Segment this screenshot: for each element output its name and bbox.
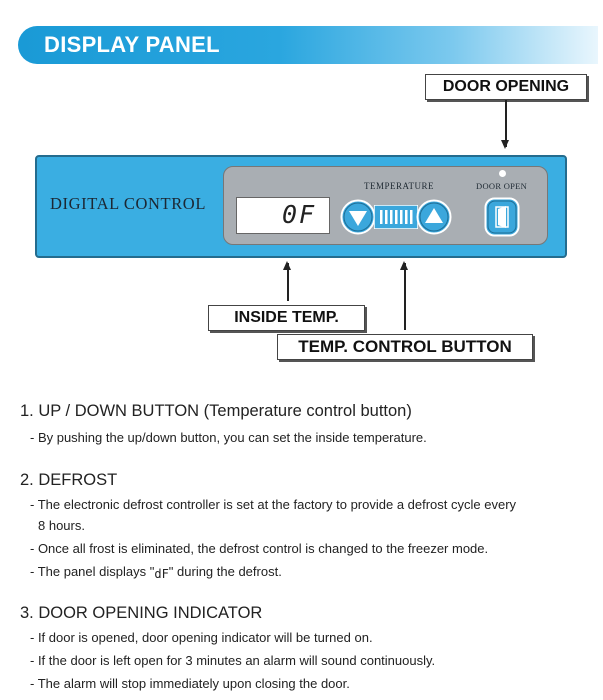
digital-control-label: DIGITAL CONTROL <box>50 194 207 213</box>
section-bullet: - The alarm will stop immediately upon closing the door. <box>30 676 350 691</box>
dF-display-code: dF <box>154 567 169 581</box>
down-arrow-icon <box>340 199 376 235</box>
temperature-label: TEMPERATURE <box>364 181 435 191</box>
temp-up-button[interactable] <box>416 199 452 235</box>
door-open-label: DOOR OPEN <box>476 181 528 191</box>
page-title: DISPLAY PANEL <box>44 32 220 57</box>
section-title: 1. UP / DOWN BUTTON (Temperature control button) <box>20 402 412 420</box>
temperature-display-value: 0F <box>282 200 317 229</box>
temp-control-arrow <box>404 263 406 330</box>
section-bullet: - By pushing the up/down button, you can set the inside temperature. <box>30 430 427 445</box>
section-bullet: 8 hours. <box>38 518 85 533</box>
temp-down-button[interactable] <box>340 199 376 235</box>
section-bullet: - The electronic defrost controller is set at the factory to provide a defrost cycle every <box>30 497 517 512</box>
door-opening-callout: DOOR OPENING <box>425 74 587 100</box>
section-defrost <box>20 471 117 490</box>
bullet-text-start: - The panel displays " <box>30 564 155 579</box>
section-door-opening-indicator <box>20 604 262 623</box>
up-arrow-icon <box>416 199 452 235</box>
door-open-indicator-led <box>499 170 506 177</box>
section-bullet: - If the door is left open for 3 minutes an alarm will sound continuously. <box>30 653 436 668</box>
section-bullet: - If door is opened, door opening indicator will be turned on. <box>30 630 373 645</box>
section-bullet: - Once all frost is eliminated, the defrost control is changed to the freezer mode. <box>30 541 489 556</box>
temp-control-button-callout: TEMP. CONTROL BUTTON <box>277 334 533 360</box>
section-title: 3. DOOR OPENING INDICATOR <box>20 604 263 622</box>
bullet-text-end: " during the defrost. <box>168 564 282 579</box>
door-opening-arrow <box>505 100 507 147</box>
section-title: 2. DEFROST <box>20 471 118 489</box>
inside-temp-arrow <box>287 263 289 301</box>
section-up-down-button <box>20 402 412 421</box>
door-icon <box>484 197 520 237</box>
section-bullet-dF <box>30 564 282 581</box>
door-open-button[interactable] <box>484 197 520 237</box>
temperature-level-bars <box>374 205 418 229</box>
inside-temp-callout: INSIDE TEMP. <box>208 305 365 331</box>
